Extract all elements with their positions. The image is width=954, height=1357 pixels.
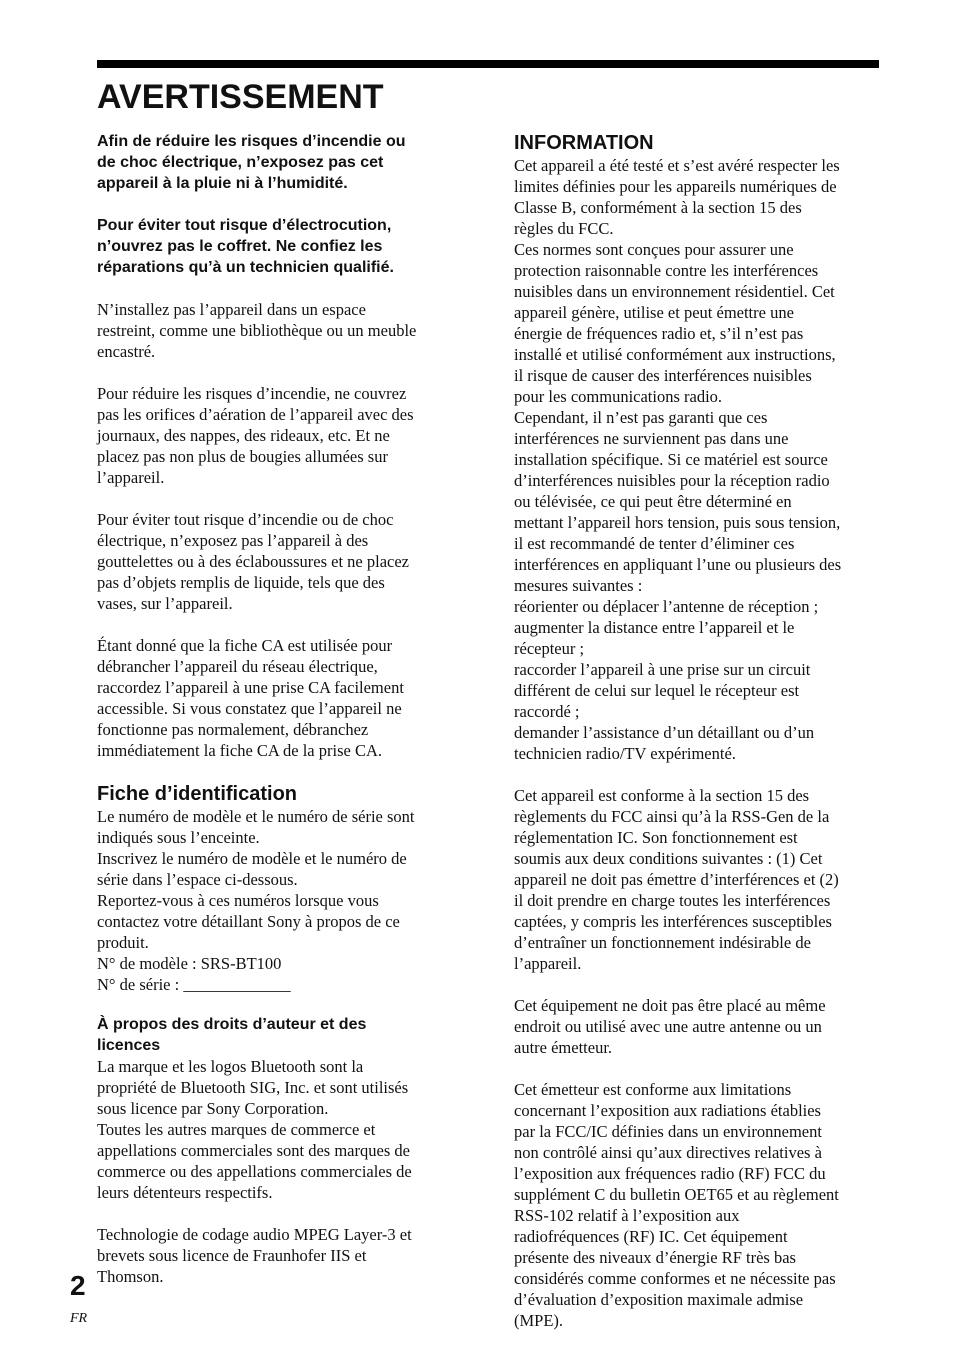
page-language-code: FR	[70, 1311, 88, 1326]
right-column	[514, 131, 884, 1331]
information-body: Cet appareil a été testé et s’est avéré respecter les limites définies pour les appareils numériques de Classe B, conformément à la section 15 des règles du FCC. Ces normes sont conçues pour assurer une protection raisonnable contre les interférences nuisibles dans un environnement résidentiel. Cet appareil génère, utilise et peut émettre une énergie de fréquences radio et, s’il n’est pas installé et utilisé conformément aux instructions, il risque de causer des interférences nuisibles pour les communications radio. Cependant, il n’est pas garanti que ces interférences ne surviennent pas dans une installation spécifique. Si ce matériel est source d’interférences nuisibles pour la réception radio ou télévisée, ce qui peut être déterminé en mettant l’appareil hors tension, puis sous tension, il est recommandé de tenter d’éliminer ces interférences en appliquant l’une ou plusieurs des mesures suivantes : réorienter ou déplacer l’antenne de réception ; augmenter la distance entre l’appareil et le récepteur ; raccorder l’appareil à une prise sur un circuit différent de celui sur lequel le récepteur est raccordé ; demander l’assistance d’un détaillant ou d’un technicien radio/TV expérimenté.	[514, 156, 842, 763]
heading-fiche-identification: Fiche d’identification	[97, 783, 298, 805]
para-ac-plug: Étant donné que la fiche CA est utilisée pour débrancher l’appareil du réseau électrique, raccordez l’appareil à une prise CA facilement accessible. Si vous constatez que l’appareil ne fonctionne pas normalement, débranchez immédiatement la fiche CA de la prise CA.	[97, 636, 404, 760]
warning-electrocution: Pour éviter tout risque d’électrocution, n’ouvrez pas le coffret. Ne confiez les réparations qu’à un technicien qualifié.	[97, 217, 394, 276]
warning-fire-shock: Afin de réduire les risques d’incendie ou de choc électrique, n’exposez pas cet appareil à la pluie ni à l’humidité.	[97, 133, 406, 192]
heading-copyright-licences: À propos des droits d’auteur et des licences	[97, 1016, 367, 1054]
page-number: 2	[70, 1270, 86, 1301]
para-ic-compliance: Cet appareil est conforme à la section 15 des règlements du FCC ainsi qu’à la RSS-Gen de la réglementation IC. Son fonctionnement est soumis aux deux conditions suivantes : (1) Cet appareil ne doit pas émettre d’interférences et (2) il doit prendre en charge toutes les interférences captées, y compris les interférences susceptibles d’entraîner un fonctionnement indésirable de l’appareil.	[514, 786, 839, 973]
para-ventilation: Pour réduire les risques d’incendie, ne couvrez pas les orifices d’aération de l’appareil avec des journaux, des nappes, des rideaux, etc. Et ne placez pas non plus de bougies allumées sur l’appareil.	[97, 384, 414, 487]
copyright-body: La marque et les logos Bluetooth sont la propriété de Bluetooth SIG, Inc. et sont utilisés sous licence par Sony Corporation. Toutes les autres marques de commerce et appellations commerciales sont des marques de commerce ou des appellations commerciales de leurs détenteurs respectifs.	[97, 1057, 412, 1202]
left-column	[97, 131, 461, 1287]
heading-information: INFORMATION	[514, 132, 654, 154]
title-rule	[97, 60, 879, 68]
para-installation: N’installez pas l’appareil dans un espace restreint, comme une bibliothèque ou un meuble encastré.	[97, 300, 417, 361]
para-rf-exposure: Cet émetteur est conforme aux limitations concernant l’exposition aux radiations établies par la FCC/IC définies dans un environnement non contrôlé ainsi qu’aux directives relatives à l’exposition aux fréquences radio (RF) FCC du supplément C du bulletin OET65 et au règlement RSS-102 relatif à l’exposition aux radiofréquences (RF) IC. Cet équipement présente des niveaux d’énergie RF très bas considérés comme conformes et ne nécessite pas d’évaluation d’exposition maximale admise (MPE).	[514, 1080, 839, 1330]
para-liquids: Pour éviter tout risque d’incendie ou de choc électrique, n’exposez pas l’appareil à des gouttelettes ou à des éclaboussures et ne placez pas d’objets remplis de liquide, tels que des vases, sur l’appareil.	[97, 510, 410, 613]
para-antenna: Cet équipement ne doit pas être placé au même endroit ou utilisé avec une autre antenne ou un autre émetteur.	[514, 996, 826, 1057]
fiche-body: Le numéro de modèle et le numéro de série sont indiqués sous l’enceinte. Inscrivez le numéro de modèle et le numéro de série dans l’espace ci-dessous. Reportez-vous à ces numéros lorsque vous contactez votre détaillant Sony à propos de ce produit. N° de modèle : SRS-BT100 N° de série : _____________	[97, 807, 415, 994]
para-mpeg: Technologie de codage audio MPEG Layer-3 et brevets sous licence de Fraunhofer IIS et Thomson.	[97, 1225, 412, 1286]
page-title: AVERTISSEMENT	[97, 78, 384, 116]
